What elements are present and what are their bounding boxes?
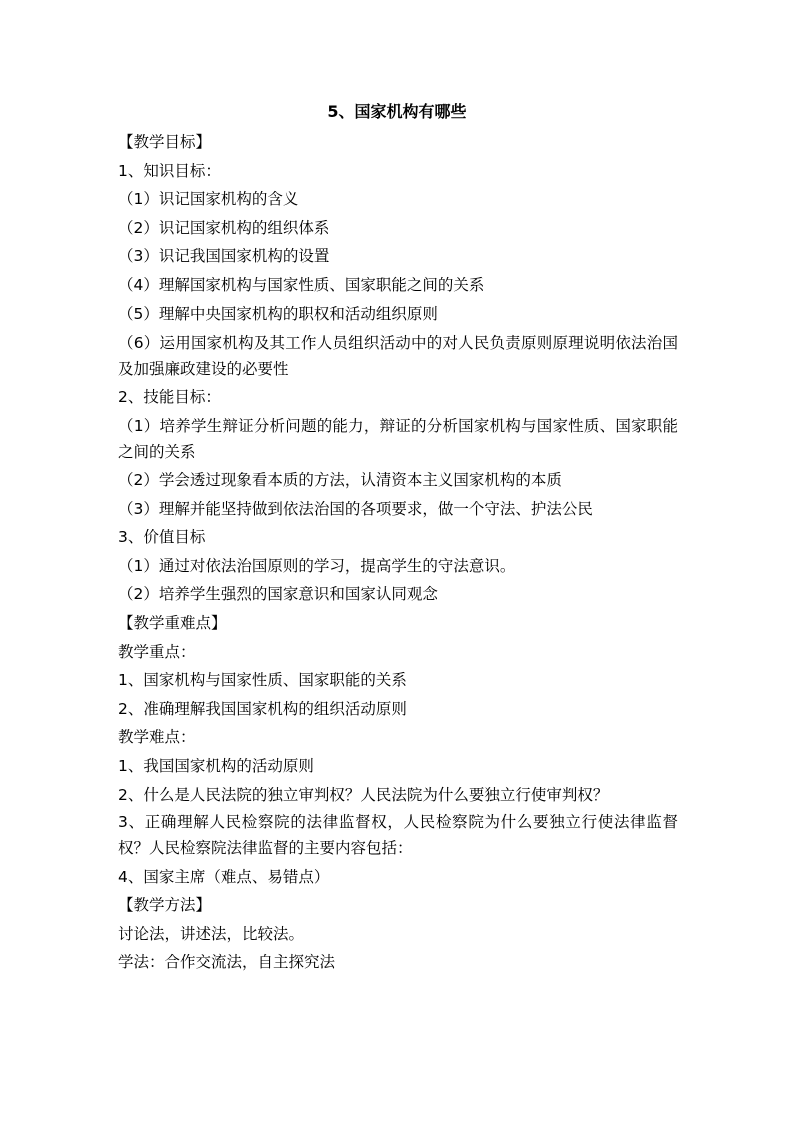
page-title: 5、国家机构有哪些 [327, 102, 467, 121]
section-heading-key-points: 【教学重难点】 [118, 613, 227, 632]
list-item: （2）学会透过现象看本质的方法，认清资本主义国家机构的本质 [118, 470, 562, 489]
learning-methods-text: 学法：合作交流法，自主探究法 [118, 953, 336, 972]
subheading-value-goals: 3、价值目标 [118, 528, 206, 547]
list-item: （3）理解并能坚持做到依法治国的各项要求，做一个守法、护法公民 [118, 500, 593, 519]
subheading-knowledge-goals: 1、知识目标： [118, 161, 221, 180]
list-item: 1、国家机构与国家性质、国家职能的关系 [118, 671, 407, 690]
list-item: 4、国家主席（难点、易错点） [118, 867, 330, 886]
section-heading-methods: 【教学方法】 [118, 896, 212, 915]
list-item: 1、我国国家机构的活动原则 [118, 756, 314, 775]
subheading-skill-goals: 2、技能目标： [118, 387, 221, 406]
subheading-teaching-difficulties: 教学难点： [118, 728, 196, 747]
list-item: 2、准确理解我国国家机构的组织活动原则 [118, 699, 407, 718]
list-item: （3）识记我国国家机构的设置 [118, 247, 330, 266]
list-item: （1）识记国家机构的含义 [118, 190, 299, 209]
document-body [118, 128, 678, 977]
list-item: （5）理解中央国家机构的职权和活动组织原则 [118, 304, 438, 323]
section-heading-objectives: 【教学目标】 [118, 133, 212, 151]
list-item: （2）识记国家机构的组织体系 [118, 218, 330, 237]
list-item: 3、正确理解人民检察院的法律监督权，人民检察院为什么要独立行使法律监督权？人民检察院法律监督的主要内容包括： [118, 813, 678, 858]
list-item: （6）运用国家机构及其工作人员组织活动中的对人民负责原则原理说明依法治国及加强廉政建设的必要性 [118, 333, 678, 378]
list-item: （1）通过对依法治国原则的学习，提高学生的守法意识。 [118, 556, 516, 575]
list-item: （2）培养学生强烈的国家意识和国家认同观念 [118, 585, 438, 604]
list-item: （1）培养学生辩证分析问题的能力，辩证的分析国家机构与国家性质、国家职能之间的关系 [118, 416, 678, 461]
list-item: 2、什么是人民法院的独立审判权？人民法院为什么要独立行使审判权？ [118, 785, 609, 804]
teaching-methods-text: 讨论法，讲述法，比较法。 [118, 924, 305, 943]
subheading-teaching-focus: 教学重点： [118, 642, 196, 661]
list-item: （4）理解国家机构与国家性质、国家职能之间的关系 [118, 275, 485, 294]
